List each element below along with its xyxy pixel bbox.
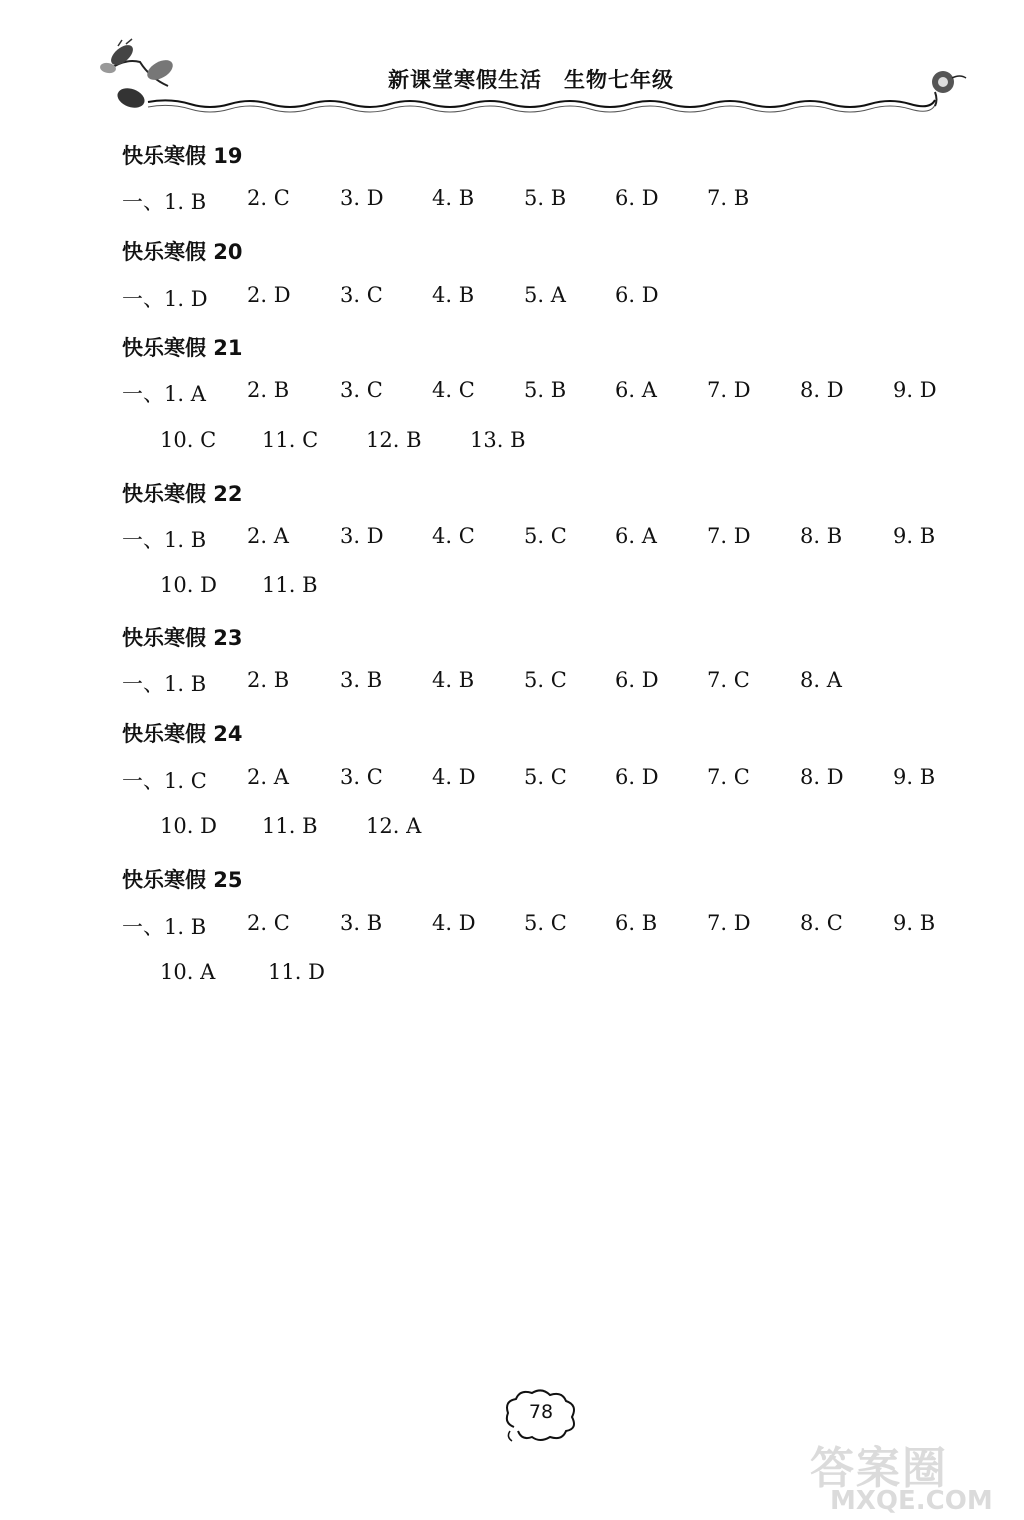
answer-item: 7. C (707, 668, 750, 692)
answer-item: 一、1. B (122, 528, 207, 552)
answer-item: 5. C (524, 911, 567, 935)
header-title: 新课堂寒假生活 生物七年级 (388, 68, 674, 92)
answer-item: 3. C (340, 378, 383, 402)
answer-item: 5. A (524, 283, 566, 307)
watermark-logo: 答案圈 (810, 1443, 948, 1494)
section-title: 快乐寒假 22 (122, 482, 243, 506)
section-title: 快乐寒假 19 (122, 144, 243, 168)
answer-item: 10. C (160, 428, 217, 452)
answer-item: 4. B (432, 186, 475, 210)
answer-item: 11. B (262, 814, 318, 838)
answer-item: 5. C (524, 668, 567, 692)
answer-item: 7. D (707, 524, 751, 548)
header-decoration (0, 0, 1024, 120)
answer-item: 3. D (340, 186, 384, 210)
answer-item: 4. C (432, 378, 475, 402)
answer-item: 12. B (366, 428, 422, 452)
answer-item: 11. D (268, 960, 325, 984)
answer-item: 一、1. B (122, 190, 207, 214)
answer-item: 3. B (340, 668, 383, 692)
answer-item: 2. C (247, 186, 290, 210)
watermark-url: MXQE.COM (830, 1486, 993, 1516)
answer-item: 8. D (800, 378, 844, 402)
section-title: 快乐寒假 21 (122, 336, 243, 360)
answer-item: 10. D (160, 573, 217, 597)
answer-item: 2. D (247, 283, 291, 307)
answer-item: 6. D (615, 668, 659, 692)
answer-item: 一、1. C (122, 769, 207, 793)
answer-item: 4. B (432, 283, 475, 307)
answer-item: 9. B (893, 911, 936, 935)
answer-item: 6. A (615, 378, 657, 402)
answer-item: 7. C (707, 765, 750, 789)
answer-item: 7. D (707, 911, 751, 935)
answer-item: 一、1. D (122, 287, 208, 311)
answer-item: 8. B (800, 524, 843, 548)
answer-item: 2. C (247, 911, 290, 935)
answer-item: 11. C (262, 428, 319, 452)
answer-item: 一、1. A (122, 382, 206, 406)
section-title: 快乐寒假 24 (122, 722, 243, 746)
answer-item: 4. D (432, 765, 476, 789)
answer-item: 8. A (800, 668, 842, 692)
answer-item: 13. B (470, 428, 526, 452)
answer-item: 2. B (247, 668, 290, 692)
answer-item: 2. A (247, 524, 289, 548)
answer-item: 3. B (340, 911, 383, 935)
page-number-text: 78 (528, 1401, 554, 1423)
answer-item: 5. B (524, 186, 567, 210)
answer-item: 4. B (432, 668, 475, 692)
answer-item: 5. C (524, 524, 567, 548)
answer-item: 2. B (247, 378, 290, 402)
answer-item: 7. D (707, 378, 751, 402)
answer-item: 12. A (366, 814, 422, 838)
answer-item: 9. B (893, 765, 936, 789)
answer-item: 9. B (893, 524, 936, 548)
answer-item: 6. D (615, 186, 659, 210)
answer-item: 6. D (615, 283, 659, 307)
answer-item: 8. C (800, 911, 843, 935)
answer-item: 9. D (893, 378, 937, 402)
answer-item: 3. D (340, 524, 384, 548)
answer-item: 2. A (247, 765, 289, 789)
answer-item: 6. B (615, 911, 658, 935)
page-header (0, 0, 1024, 120)
answer-item: 8. D (800, 765, 844, 789)
answer-item: 10. D (160, 814, 217, 838)
answer-item: 3. C (340, 283, 383, 307)
answer-item: 一、1. B (122, 672, 207, 696)
watermark (800, 1430, 1020, 1520)
section-title: 快乐寒假 20 (122, 240, 243, 264)
answer-item: 3. C (340, 765, 383, 789)
answer-item: 4. C (432, 524, 475, 548)
answer-item: 5. B (524, 378, 567, 402)
answer-item: 6. D (615, 765, 659, 789)
answer-item: 6. A (615, 524, 657, 548)
section-title: 快乐寒假 23 (122, 626, 243, 650)
section-title: 快乐寒假 25 (122, 868, 243, 892)
answer-item: 7. B (707, 186, 750, 210)
answer-item: 11. B (262, 573, 318, 597)
answer-item: 10. A (160, 960, 216, 984)
flower-icon (932, 71, 966, 106)
answer-item: 一、1. B (122, 915, 207, 939)
answer-item: 5. C (524, 765, 567, 789)
page-number (500, 1385, 582, 1445)
answer-item: 4. D (432, 911, 476, 935)
